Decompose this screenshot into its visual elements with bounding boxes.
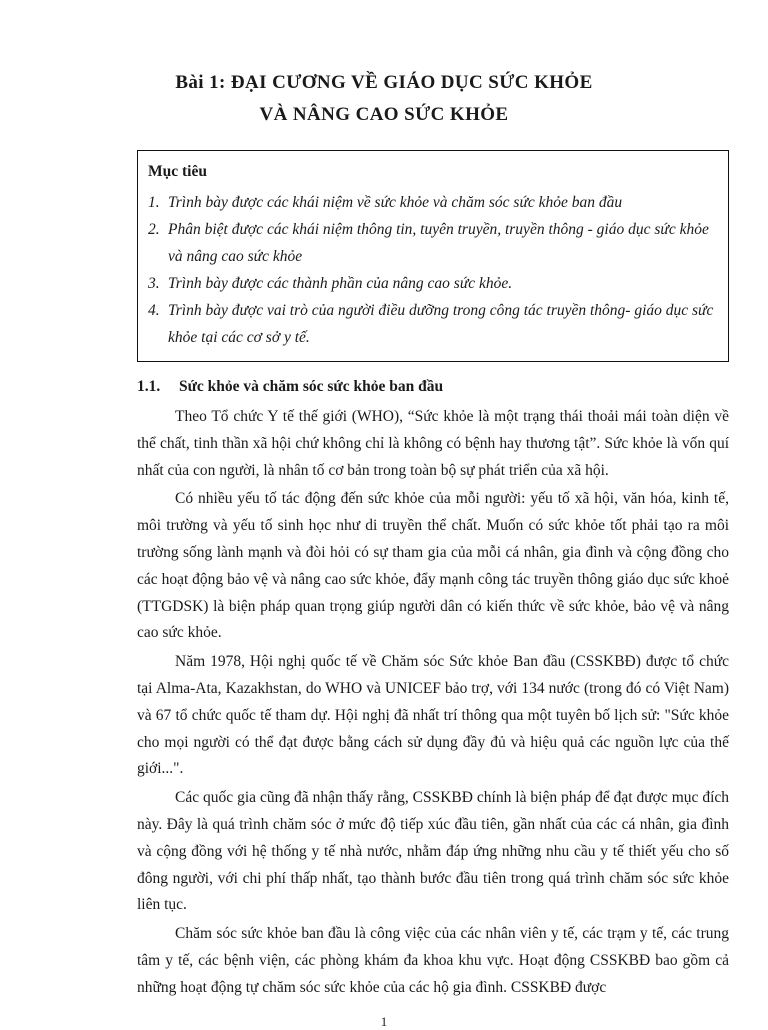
objective-text: Phân biệt được các khái niệm thông tin, tuyên truyền, truyền thông - giáo dục sức khỏe và nâng cao sức khỏe [168,221,709,265]
objective-number: 1. [148,194,160,211]
section-heading [137,378,443,396]
paragraph: Có nhiều yếu tố tác động đến sức khỏe của mỗi người: yếu tố xã hội, văn hóa, kinh tế, môi trường và yếu tố sinh học như di truyền thể chất. Muốn có sức khỏe tốt phải tạo ra môi trường sống lành mạnh và đòi hỏi có sự tham gia của mỗi cá nhân, gia đình và cộng đồng cho các hoạt động bảo vệ và nâng cao sức khỏe, đẩy mạnh công tác truyền thông giáo dục sức khoẻ (TTGDSK) là biện pháp quan trọng giúp người dân có kiến thức về sức khỏe, bảo vệ và nâng cao sức khỏe. [137,490,729,642]
objective-number: 2. [148,221,160,238]
objective-item [138,297,728,351]
body-text [137,404,729,1002]
objective-number: 3. [148,275,160,292]
paragraph: Theo Tổ chức Y tế thế giới (WHO), “Sức khỏe là một trạng thái thoải mái toàn diện về thể chất, tinh thần xã hội chứ không chỉ là không có bệnh hay thương tật”. Sức khỏe là vốn quí nhất của con người, là nhân tố cơ bản trong toàn bộ sự phát triển của xã hội. [137,408,729,479]
objectives-box [137,150,729,362]
objective-text: Trình bày được các thành phần của nâng cao sức khỏe. [168,275,513,292]
objective-item [138,270,728,297]
paragraph: Các quốc gia cũng đã nhận thấy rằng, CSSKBĐ chính là biện pháp để đạt được mục đích này. Đây là quá trình chăm sóc ở mức độ tiếp xúc đầu tiên, gần nhất của các cá nhân, gia đình và cộng đồng với hệ thống y tế nhà nước, nhằm đáp ứng những nhu cầu y tế thiết yếu cho số đông người, với chi phí thấp nhất, tạo thành bước đầu tiên trong quá trình chăm sóc sức khỏe liên tục. [137,789,729,914]
section-number: 1.1. [137,378,161,395]
objective-item [138,216,728,270]
lesson-title-line-2: VÀ NÂNG CAO SỨC KHỎE [259,104,509,125]
section-title: Sức khỏe và chăm sóc sức khỏe ban đầu [179,378,444,395]
objective-number: 4. [148,302,160,319]
paragraph: Năm 1978, Hội nghị quốc tế về Chăm sóc Sức khỏe Ban đầu (CSSKBĐ) được tổ chức tại Alma-Ata, Kazakhstan, do WHO và UNICEF bảo trợ, với 134 nước (trong đó có Việt Nam) và 67 tổ chức quốc tế tham dự. Hội nghị đã nhất trí thông qua một tuyên bố lịch sử: "Sức khỏe cho mọi người có thể đạt được bằng cách sử dụng đầy đủ và hiệu quả các nguồn lực của thế giới...". [137,653,729,778]
objective-item [138,189,728,216]
lesson-title-line-1: Bài 1: ĐẠI CƯƠNG VỀ GIÁO DỤC SỨC KHỎE [175,72,593,93]
objective-text: Trình bày được vai trò của người điều dưỡng trong công tác truyền thông- giáo dục sức khỏe tại các cơ sở y tế. [168,302,714,346]
objectives-list [138,189,728,351]
paragraph: Chăm sóc sức khỏe ban đầu là công việc của các nhân viên y tế, các trạm y tế, các trung tâm y tế, các bệnh viện, các phòng khám đa khoa khu vực. Hoạt động CSSKBĐ bao gồm cả những hoạt động tự chăm sóc sức khỏe của các hộ gia đình. CSSKBĐ được [137,925,729,996]
objectives-heading: Mục tiêu [148,163,207,180]
objective-text: Trình bày được các khái niệm về sức khỏe và chăm sóc sức khỏe ban đầu [168,194,623,211]
page-number: 1 [380,1014,388,1029]
